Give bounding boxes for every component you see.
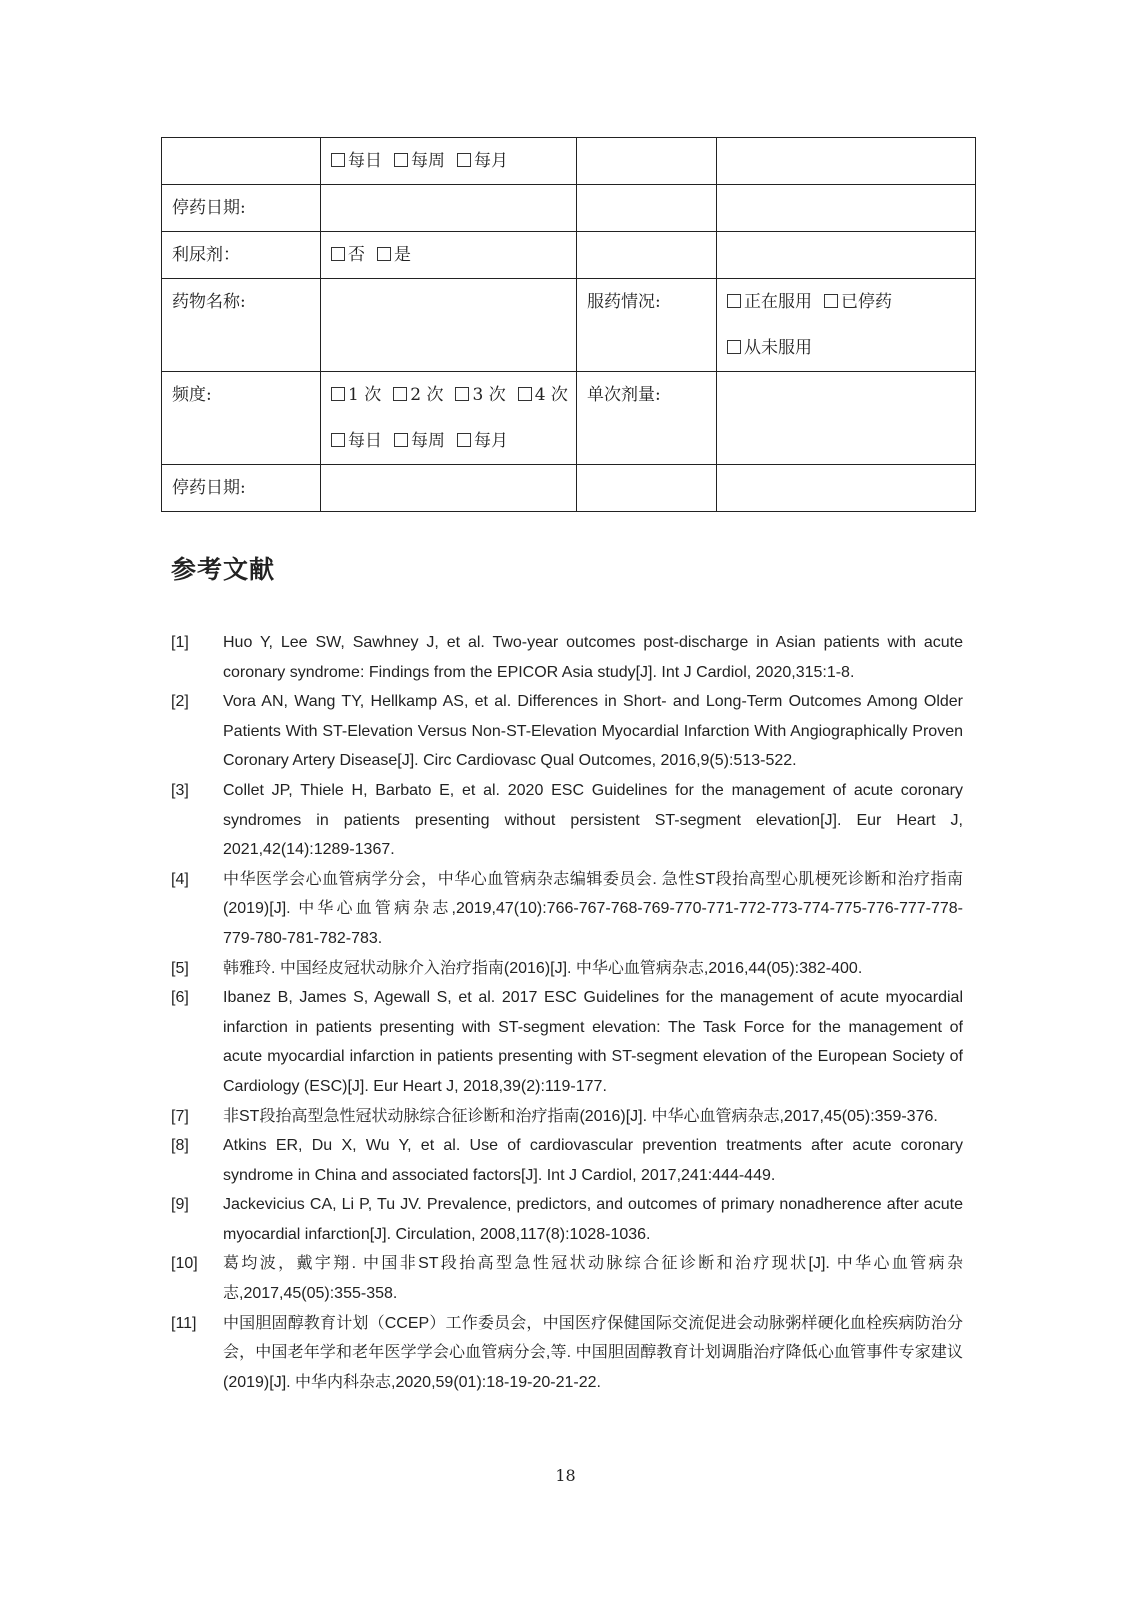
reference-item: [171, 1102, 963, 1132]
field-label-cell: [577, 138, 717, 185]
checkbox-option[interactable]: [457, 151, 508, 171]
checkbox-option[interactable]: [727, 292, 812, 312]
field-value-cell[interactable]: [321, 279, 577, 372]
form-row: [162, 185, 976, 232]
reference-item: [171, 1309, 963, 1398]
checkbox-label: 是: [394, 245, 411, 265]
field-label: [587, 232, 706, 278]
reference-number: [1]: [171, 634, 189, 651]
field-label: 药物名称:: [172, 292, 246, 312]
checkbox-label: 3 次: [472, 385, 506, 405]
reference-number: [4]: [171, 870, 189, 888]
checkbox-option[interactable]: [824, 292, 892, 312]
checkbox-icon[interactable]: [331, 387, 345, 401]
field-label-cell: [162, 185, 321, 232]
field-label-cell: [162, 138, 321, 185]
checkbox-label: 每月: [474, 151, 508, 171]
checkbox-icon[interactable]: [377, 247, 391, 261]
reference-item: [171, 628, 963, 687]
option-line: [331, 138, 566, 184]
field-label-cell: [162, 232, 321, 279]
reference-text: 中国胆固醇教育计划（CCEP）工作委员会，中国医疗保健国际交流促进会动脉粥样硬化血栓疾病防治分会，中国老年学和老年医学学会心血管病分会,等. 中国胆固醇教育计划调脂治疗降低心血管事件专家建议(2019)[J]. 中华内科杂志,2020,59(01):18-19-20-21-22.: [223, 1314, 963, 1391]
field-label-cell: [162, 372, 321, 465]
checkbox-label: 已停药: [841, 292, 892, 312]
checkbox-label: 每日: [348, 151, 382, 171]
checkbox-label: 每月: [474, 431, 508, 451]
field-value-cell[interactable]: [321, 232, 577, 279]
checkbox-option[interactable]: [331, 431, 382, 451]
field-label: 频度:: [172, 385, 212, 405]
field-label-cell: [162, 465, 321, 512]
medication-form-table: [161, 137, 976, 512]
form-row: [162, 465, 976, 512]
field-value-cell[interactable]: [717, 465, 976, 512]
option-line: [331, 232, 566, 278]
field-label: 停药日期:: [172, 198, 246, 218]
reference-number: [7]: [171, 1107, 189, 1125]
checkbox-label: 从未服用: [744, 338, 812, 358]
field-value-cell[interactable]: [321, 372, 577, 465]
field-label-cell: [577, 465, 717, 512]
reference-text: Collet JP, Thiele H, Barbato E, et al. 2020 ESC Guidelines for the management of acute coronary syndromes in patients presenting without persistent ST-segment elevation[J]. Eur Heart J, 2021,42(14):1289-1367.: [223, 781, 963, 859]
reference-item: [171, 983, 963, 1101]
checkbox-icon[interactable]: [331, 247, 345, 261]
field-label: 服药情况:: [587, 292, 661, 312]
reference-item: [171, 1190, 963, 1249]
reference-number: [2]: [171, 693, 189, 711]
checkbox-option[interactable]: [518, 385, 568, 405]
reference-number: [5]: [171, 959, 189, 977]
checkbox-label: 每周: [411, 151, 445, 171]
reference-text: 中华医学会心血管病学分会，中华心血管病杂志编辑委员会. 急性ST段抬高型心肌梗死诊断和治疗指南(2019)[J]. 中华心血管病杂志,2019,47(10):766-767-768-769-770-771-772-773-774-775-776-777-778-779-780-781-782-783.: [223, 870, 963, 947]
reference-number: [10]: [171, 1255, 198, 1273]
reference-number: [11]: [171, 1314, 197, 1332]
checkbox-option[interactable]: [331, 245, 365, 265]
reference-text: Huo Y, Lee SW, Sawhney J, et al. Two-year outcomes post-discharge in Asian patients with acute coronary syndrome: Findings from the EPICOR Asia study[J]. Int J Cardiol, 2020,315:1-8.: [223, 634, 963, 681]
reference-item: [171, 954, 963, 984]
reference-text: 韩雅玲. 中国经皮冠状动脉介入治疗指南(2016)[J]. 中华心血管病杂志,2016,44(05):382-400.: [223, 959, 863, 977]
checkbox-icon[interactable]: [394, 153, 408, 167]
page-number: 18: [555, 1466, 576, 1485]
checkbox-icon[interactable]: [457, 433, 471, 447]
reference-item: [171, 776, 963, 865]
checkbox-label: 4 次: [534, 385, 568, 405]
reference-text: Ibanez B, James S, Agewall S, et al. 2017 ESC Guidelines for the management of acute myocardial infarction in patients presenting with ST-segment elevation: The Task Force for the management of acute myocardial infarction in patients presenting with ST-segment elevation of the European Society of Cardiology (ESC)[J]. Eur Heart J, 2018,39(2):119-177.: [223, 989, 963, 1095]
reference-number: [8]: [171, 1137, 189, 1155]
field-label-cell: [577, 372, 717, 465]
checkbox-option[interactable]: [377, 245, 411, 265]
field-label: [587, 465, 706, 511]
field-value-cell[interactable]: [321, 138, 577, 185]
checkbox-label: 2 次: [410, 385, 444, 405]
checkbox-label: 正在服用: [744, 292, 812, 312]
form-row: [162, 372, 976, 465]
field-value-cell[interactable]: [717, 232, 976, 279]
field-label: 利尿剂：: [172, 245, 240, 265]
references-heading: 参考文献: [171, 555, 276, 584]
reference-item: [171, 687, 963, 776]
checkbox-option[interactable]: [331, 385, 381, 405]
reference-list: [171, 628, 963, 1397]
reference-item: [171, 865, 963, 954]
checkbox-icon[interactable]: [727, 294, 741, 308]
reference-text: Jackevicius CA, Li P, Tu JV. Prevalence, predictors, and outcomes of primary nonadherence after acute myocardial infarction[J]. Circulation, 2008,117(8):1028-1036.: [223, 1196, 963, 1243]
reference-text: Atkins ER, Du X, Wu Y, et al. Use of cardiovascular prevention treatments after acute coronary syndrome in China and associated factors[J]. Int J Cardiol, 2017,241:444-449.: [223, 1137, 963, 1184]
form-row: [162, 279, 976, 372]
field-label-cell: [577, 232, 717, 279]
reference-text: 非ST段抬高型急性冠状动脉综合征诊断和治疗指南(2016)[J]. 中华心血管病杂志,2017,45(05):359-376.: [223, 1107, 938, 1125]
checkbox-label: 每周: [411, 431, 445, 451]
checkbox-option[interactable]: [393, 385, 443, 405]
field-label: 停药日期:: [172, 478, 246, 498]
checkbox-option[interactable]: [727, 338, 812, 358]
checkbox-label: 每日: [348, 431, 382, 451]
option-line: [331, 372, 566, 418]
field-label: 单次剂量:: [587, 385, 661, 405]
reference-number: [3]: [171, 781, 189, 799]
field-value-cell[interactable]: [717, 279, 976, 372]
checkbox-option[interactable]: [331, 151, 382, 171]
field-label: [587, 185, 706, 231]
field-value-cell[interactable]: [321, 185, 577, 232]
option-line: [727, 325, 965, 371]
field-label: [172, 138, 310, 184]
checkbox-icon[interactable]: [824, 294, 838, 308]
checkbox-icon[interactable]: [457, 153, 471, 167]
reference-number: [9]: [171, 1196, 189, 1214]
checkbox-icon[interactable]: [394, 433, 408, 447]
field-label-cell: [162, 279, 321, 372]
checkbox-icon[interactable]: [393, 387, 407, 401]
checkbox-option[interactable]: [455, 385, 505, 405]
checkbox-label: 否: [348, 245, 365, 265]
checkbox-option[interactable]: [457, 431, 508, 451]
option-line: [331, 418, 566, 464]
checkbox-icon[interactable]: [331, 433, 345, 447]
form-row: [162, 138, 976, 185]
form-row: [162, 232, 976, 279]
reference-item: [171, 1249, 963, 1308]
checkbox-icon[interactable]: [727, 340, 741, 354]
field-value-cell[interactable]: [717, 372, 976, 465]
field-value-cell[interactable]: [717, 138, 976, 185]
option-line: [727, 279, 965, 325]
field-value-cell[interactable]: [321, 465, 577, 512]
field-label-cell: [577, 185, 717, 232]
field-label: [587, 138, 706, 184]
checkbox-icon[interactable]: [455, 387, 469, 401]
checkbox-icon[interactable]: [518, 387, 532, 401]
checkbox-icon[interactable]: [331, 153, 345, 167]
reference-text: 葛均波，戴宇翔. 中国非ST段抬高型急性冠状动脉综合征诊断和治疗现状[J]. 中华心血管病杂志,2017,45(05):355-358.: [223, 1255, 963, 1303]
reference-number: [6]: [171, 989, 189, 1007]
checkbox-option[interactable]: [394, 151, 445, 171]
reference-item: [171, 1131, 963, 1190]
field-value-cell[interactable]: [717, 185, 976, 232]
reference-text: Vora AN, Wang TY, Hellkamp AS, et al. Differences in Short- and Long-Term Outcomes Among Older Patients With ST-Elevation Versus Non-ST-Elevation Myocardial Infarction With Angiographically Proven Coronary Artery Disease[J]. Circ Cardiovasc Qual Outcomes, 2016,9(5):513-522.: [223, 693, 963, 770]
checkbox-label: 1 次: [348, 385, 382, 405]
field-label-cell: [577, 279, 717, 372]
checkbox-option[interactable]: [394, 431, 445, 451]
